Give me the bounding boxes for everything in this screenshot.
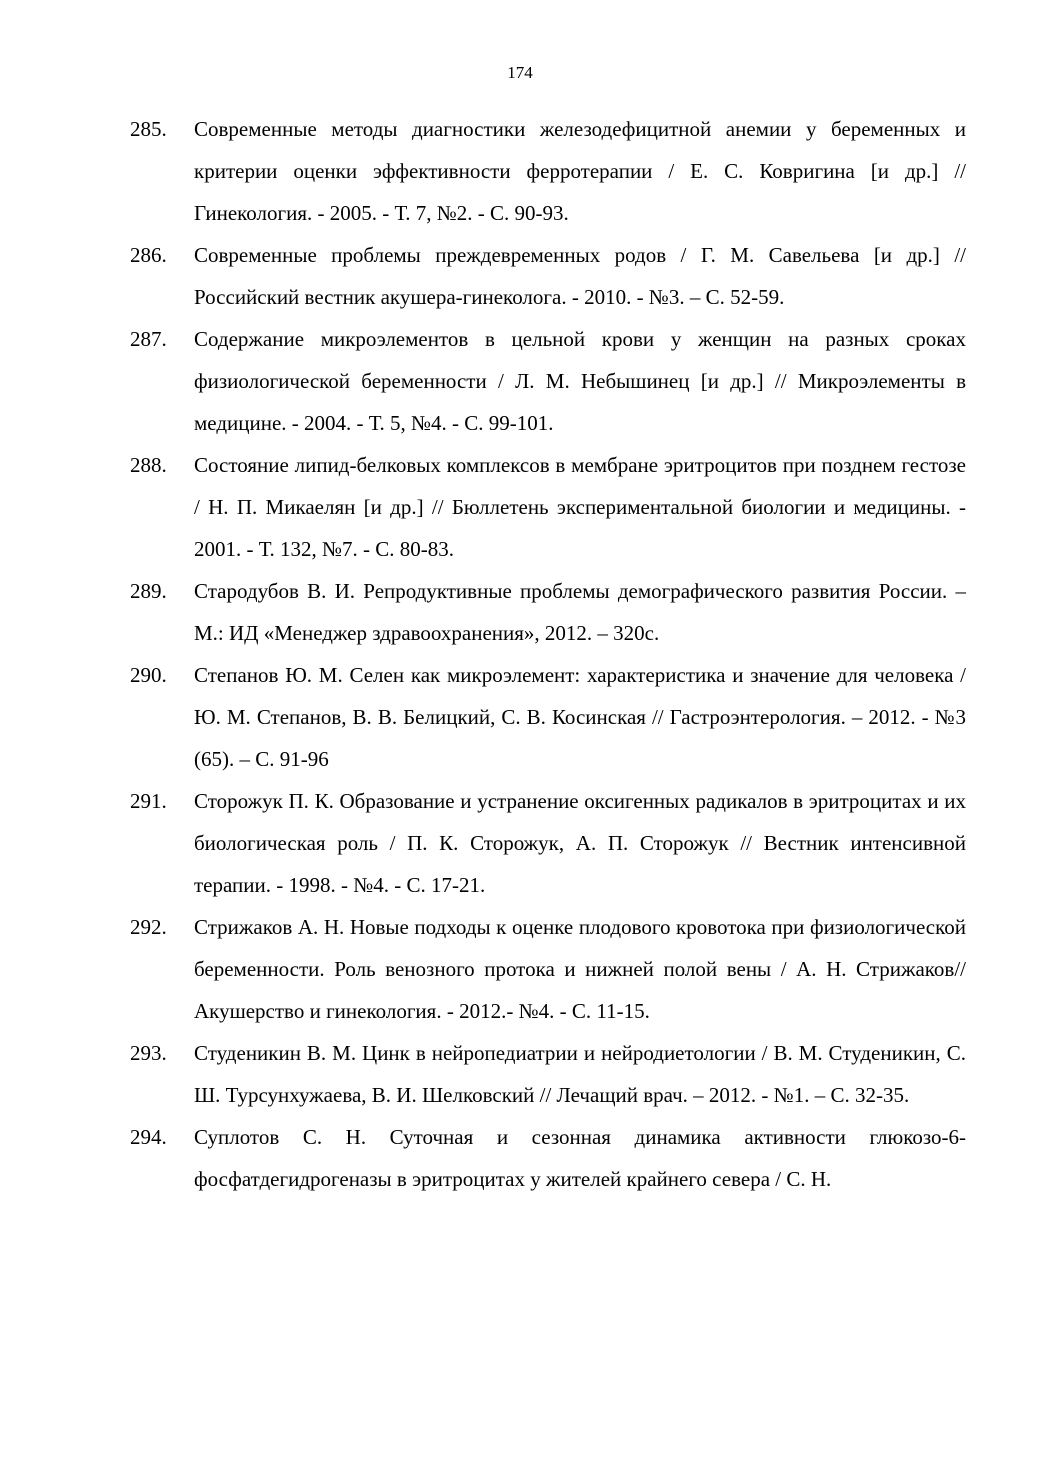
reference-text: Суплотов С. Н. Суточная и сезонная динамика активности глюкозо-6-фосфатдегидрогеназы в эритроцитах у жителей крайнего севера / С. Н. bbox=[194, 1125, 966, 1191]
reference-item bbox=[130, 906, 966, 1032]
reference-text: Степанов Ю. М. Селен как микроэлемент: характеристика и значение для человека / Ю. М. Степанов, В. В. Белицкий, С. В. Косинская // Гастроэнтерология. – 2012. - №3 (65). – С. 91-96 bbox=[194, 663, 966, 771]
reference-number: 286. bbox=[130, 243, 167, 267]
reference-item bbox=[130, 570, 966, 654]
reference-text: Сторожук П. К. Образование и устранение оксигенных радикалов в эритроцитах и их биологическая роль / П. К. Сторожук, А. П. Сторожук // Вестник интенсивной терапии. - 1998. - №4. - С. 17-21. bbox=[194, 789, 966, 897]
reference-number: 292. bbox=[130, 915, 167, 939]
reference-number: 293. bbox=[130, 1041, 167, 1065]
reference-text: Состояние липид-белковых комплексов в мембране эритроцитов при позднем гестозе / Н. П. Микаелян [и др.] // Бюллетень экспериментальной биологии и медицины. - 2001. - Т. 132, №7. - С. 80-83. bbox=[194, 453, 966, 561]
reference-text: Стародубов В. И. Репродуктивные проблемы демографического развития России. – М.: ИД «Менеджер здравоохранения», 2012. – 320с. bbox=[194, 579, 966, 645]
reference-text: Современные проблемы преждевременных родов / Г. М. Савельева [и др.] // Российский вестник акушера-гинеколога. - 2010. - №3. – С. 52-59. bbox=[194, 243, 966, 309]
reference-item bbox=[130, 108, 966, 234]
reference-number: 288. bbox=[130, 453, 167, 477]
reference-text: Современные методы диагностики железодефицитной анемии у беременных и критерии оценки эффективности ферротерапии / Е. С. Ковригина [и др.] // Гинекология. - 2005. - Т. 7, №2. - С. 90-93. bbox=[194, 117, 966, 225]
reference-item bbox=[130, 1116, 966, 1200]
reference-item bbox=[130, 654, 966, 780]
reference-number: 290. bbox=[130, 663, 167, 687]
reference-number: 294. bbox=[130, 1125, 167, 1149]
reference-item bbox=[130, 318, 966, 444]
reference-text: Стрижаков А. Н. Новые подходы к оценке плодового кровотока при физиологической беременности. Роль венозного протока и нижней полой вены / А. Н. Стрижаков// Акушерство и гинекология. - 2012.- №4. - С. 11-15. bbox=[194, 915, 966, 1023]
reference-number: 289. bbox=[130, 579, 167, 603]
reference-number: 287. bbox=[130, 327, 167, 351]
reference-text: Студеникин В. М. Цинк в нейропедиатрии и нейродиетологии / В. М. Студеникин, С. Ш. Турсунхужаева, В. И. Шелковский // Лечащий врач. – 2012. - №1. – С. 32-35. bbox=[194, 1041, 966, 1107]
page-number: 174 bbox=[507, 63, 533, 82]
reference-number: 291. bbox=[130, 789, 167, 813]
reference-item bbox=[130, 780, 966, 906]
reference-item bbox=[130, 1032, 966, 1116]
reference-text: Содержание микроэлементов в цельной крови у женщин на разных сроках физиологической беременности / Л. М. Небышинец [и др.] // Микроэлементы в медицине. - 2004. - Т. 5, №4. - С. 99-101. bbox=[194, 327, 966, 435]
reference-item bbox=[130, 234, 966, 318]
reference-item bbox=[130, 444, 966, 570]
reference-number: 285. bbox=[130, 117, 167, 141]
reference-list bbox=[130, 108, 966, 1200]
